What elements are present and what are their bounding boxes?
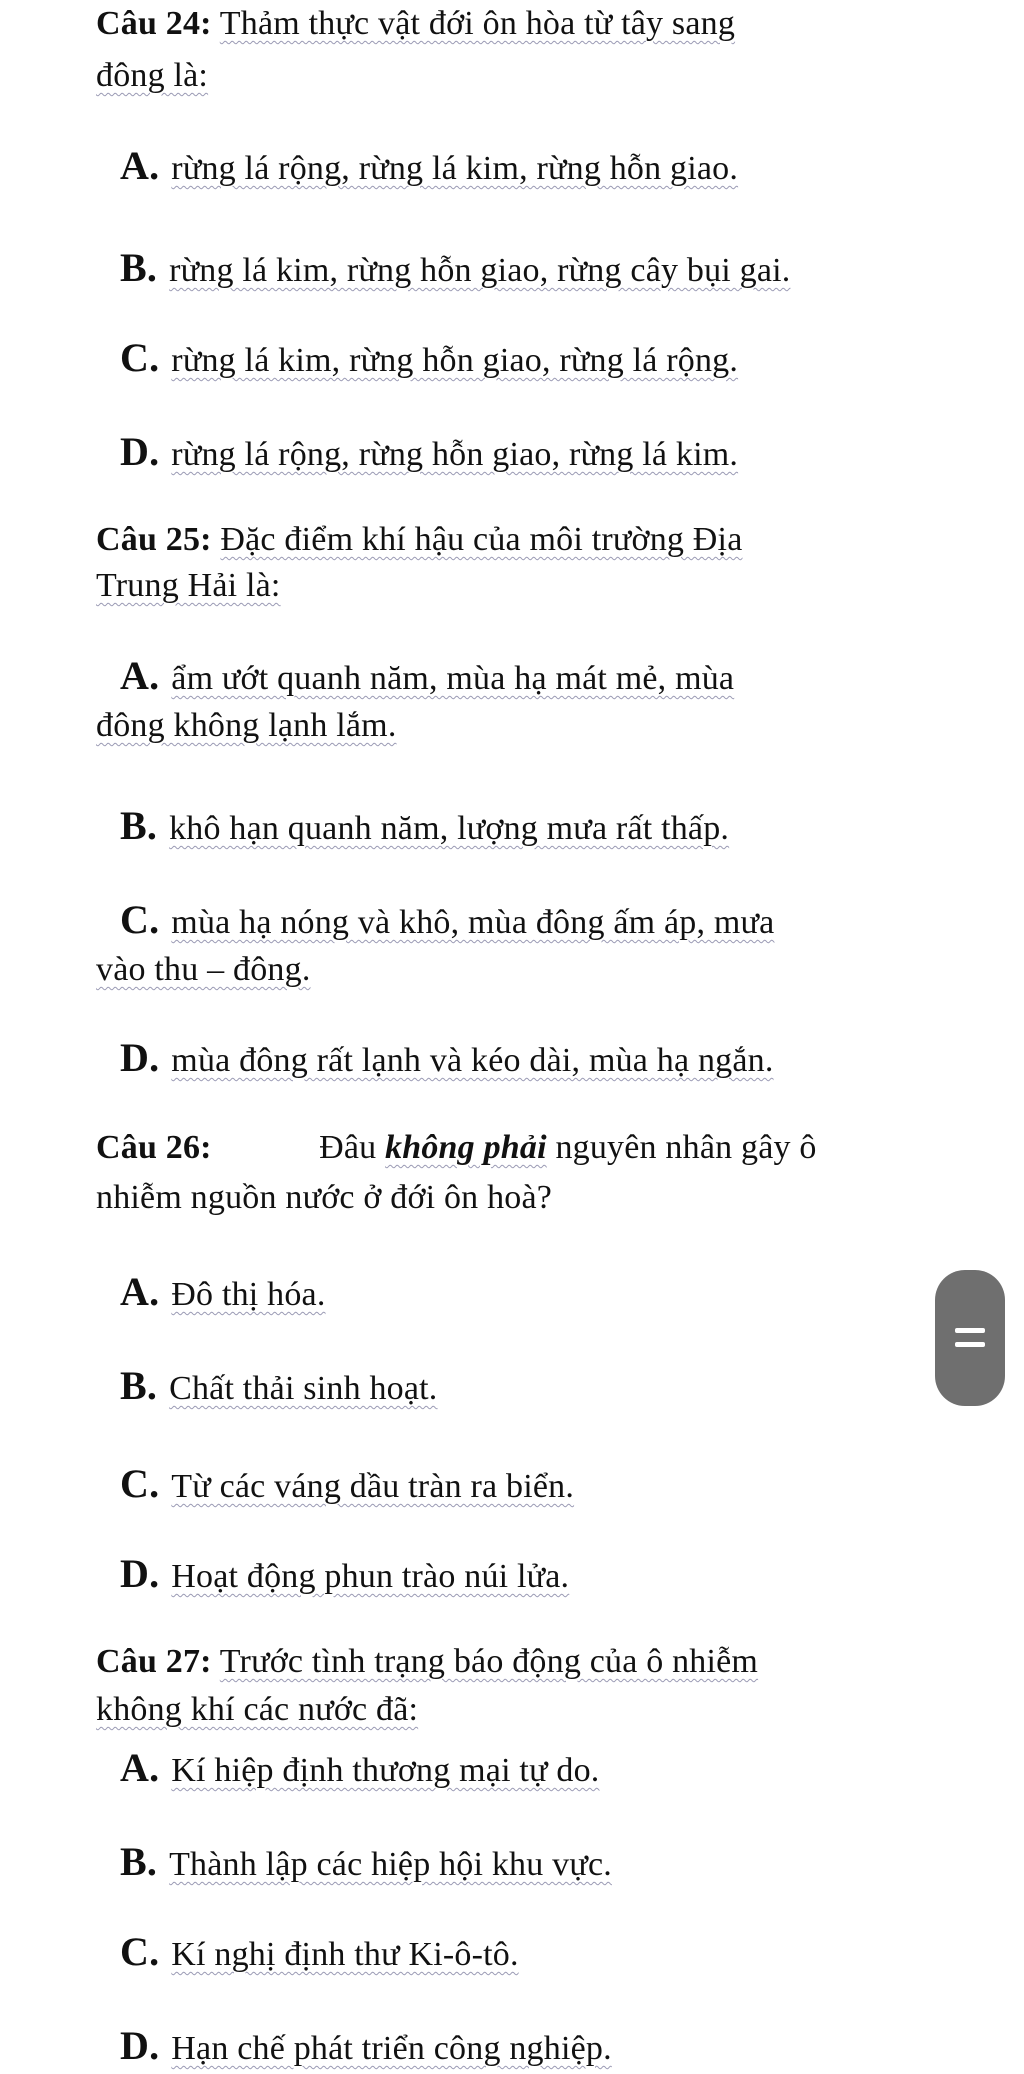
option-text: ẩm ướt quanh năm, mùa hạ mát mẻ, mùa — [171, 660, 735, 697]
option-text: Kí nghị định thư Ki-ô-tô. — [171, 1936, 519, 1973]
question-27-line-2 — [96, 1688, 418, 1732]
option-text: Chất thải sinh hoạt. — [169, 1370, 438, 1407]
option-text: rừng lá rộng, rừng lá kim, rừng hỗn giao. — [171, 150, 739, 187]
question-26-label: Câu 26: — [96, 1129, 212, 1166]
question-25-option-a[interactable] — [120, 654, 734, 701]
option-text: Đô thị hóa. — [171, 1276, 326, 1313]
option-text: Hoạt động phun trào núi lửa. — [171, 1558, 570, 1595]
option-letter: A. — [120, 1269, 160, 1314]
option-letter: D. — [120, 1035, 160, 1080]
question-24-option-b[interactable] — [120, 246, 790, 293]
question-25-option-a-cont[interactable] — [96, 704, 397, 748]
question-27-option-b[interactable] — [120, 1840, 612, 1887]
option-letter: A. — [120, 653, 160, 698]
option-text-cont: vào thu – đông. — [96, 951, 311, 988]
option-letter: B. — [120, 245, 158, 290]
option-text: khô hạn quanh năm, lượng mưa rất thấp. — [169, 810, 730, 847]
option-letter: A. — [120, 143, 160, 188]
question-27-option-d[interactable] — [120, 2024, 612, 2071]
option-letter: C. — [120, 897, 160, 942]
question-25-option-c-cont[interactable] — [96, 948, 311, 992]
question-24-option-c[interactable] — [120, 336, 738, 383]
question-25-text-cont: Trung Hải là: — [96, 567, 281, 604]
drag-handle-icon[interactable] — [935, 1270, 1005, 1406]
handle-grip-line — [955, 1342, 985, 1347]
option-letter: B. — [120, 1839, 158, 1884]
option-letter: D. — [120, 2023, 160, 2068]
question-26-text-cont: nhiễm nguồn nước ở đới ôn hoà? — [96, 1179, 553, 1216]
question-27-line-1 — [96, 1640, 758, 1684]
question-24-line-1 — [96, 2, 735, 46]
question-24-label: Câu 24: — [96, 5, 212, 42]
question-27-option-a[interactable] — [120, 1746, 600, 1793]
option-letter: C. — [120, 335, 160, 380]
question-26-emphasis: không phải — [385, 1129, 547, 1166]
question-24-option-d[interactable] — [120, 430, 738, 477]
option-letter: D. — [120, 1551, 160, 1596]
question-24-text-cont: đông là: — [96, 57, 209, 94]
question-26-option-c[interactable] — [120, 1462, 574, 1509]
question-26-option-b[interactable] — [120, 1364, 438, 1411]
question-25-option-b[interactable] — [120, 804, 729, 851]
option-letter: C. — [120, 1461, 160, 1506]
option-text: Hạn chế phát triển công nghiệp. — [171, 2030, 612, 2067]
option-letter: B. — [120, 1363, 158, 1408]
question-25-option-d[interactable] — [120, 1036, 774, 1083]
option-letter: C. — [120, 1929, 160, 1974]
option-text-cont: đông không lạnh lắm. — [96, 707, 397, 744]
question-26-line-1 — [96, 1126, 817, 1170]
question-26-text-post: nguyên nhân gây ô — [555, 1129, 817, 1166]
option-text: Thành lập các hiệp hội khu vực. — [169, 1846, 612, 1883]
option-text: rừng lá kim, rừng hỗn giao, rừng cây bụi gai. — [169, 252, 791, 289]
option-letter: A. — [120, 1745, 160, 1790]
option-letter: D. — [120, 429, 160, 474]
question-26-text-pre: Đâu — [319, 1129, 377, 1166]
question-27-text: Trước tình trạng báo động của ô nhiễm — [219, 1643, 759, 1680]
question-25-option-c[interactable] — [120, 898, 774, 945]
question-25-line-1 — [96, 518, 743, 562]
question-26-line-2 — [96, 1176, 552, 1220]
question-25-text: Đặc điểm khí hậu của môi trường Địa — [220, 521, 743, 558]
option-text: Kí hiệp định thương mại tự do. — [171, 1752, 600, 1789]
option-letter: B. — [120, 803, 158, 848]
question-24-line-2 — [96, 54, 208, 98]
question-27-label: Câu 27: — [96, 1643, 212, 1680]
option-text: Từ các váng dầu tràn ra biển. — [171, 1468, 575, 1505]
option-text: mùa hạ nóng và khô, mùa đông ấm áp, mưa — [171, 904, 775, 941]
option-text: rừng lá kim, rừng hỗn giao, rừng lá rộng. — [171, 342, 739, 379]
question-26-option-d[interactable] — [120, 1552, 569, 1599]
option-text: mùa đông rất lạnh và kéo dài, mùa hạ ngắn. — [171, 1042, 774, 1079]
question-24-option-a[interactable] — [120, 144, 738, 191]
question-27-option-c[interactable] — [120, 1930, 519, 1977]
question-27-text-cont: không khí các nước đã: — [96, 1691, 419, 1728]
option-text: rừng lá rộng, rừng hỗn giao, rừng lá kim. — [171, 436, 739, 473]
question-25-line-2 — [96, 564, 281, 608]
question-25-label: Câu 25: — [96, 521, 212, 558]
question-24-text: Thảm thực vật đới ôn hòa từ tây sang — [219, 5, 736, 42]
question-26-option-a[interactable] — [120, 1270, 326, 1317]
handle-grip-line — [955, 1328, 985, 1333]
